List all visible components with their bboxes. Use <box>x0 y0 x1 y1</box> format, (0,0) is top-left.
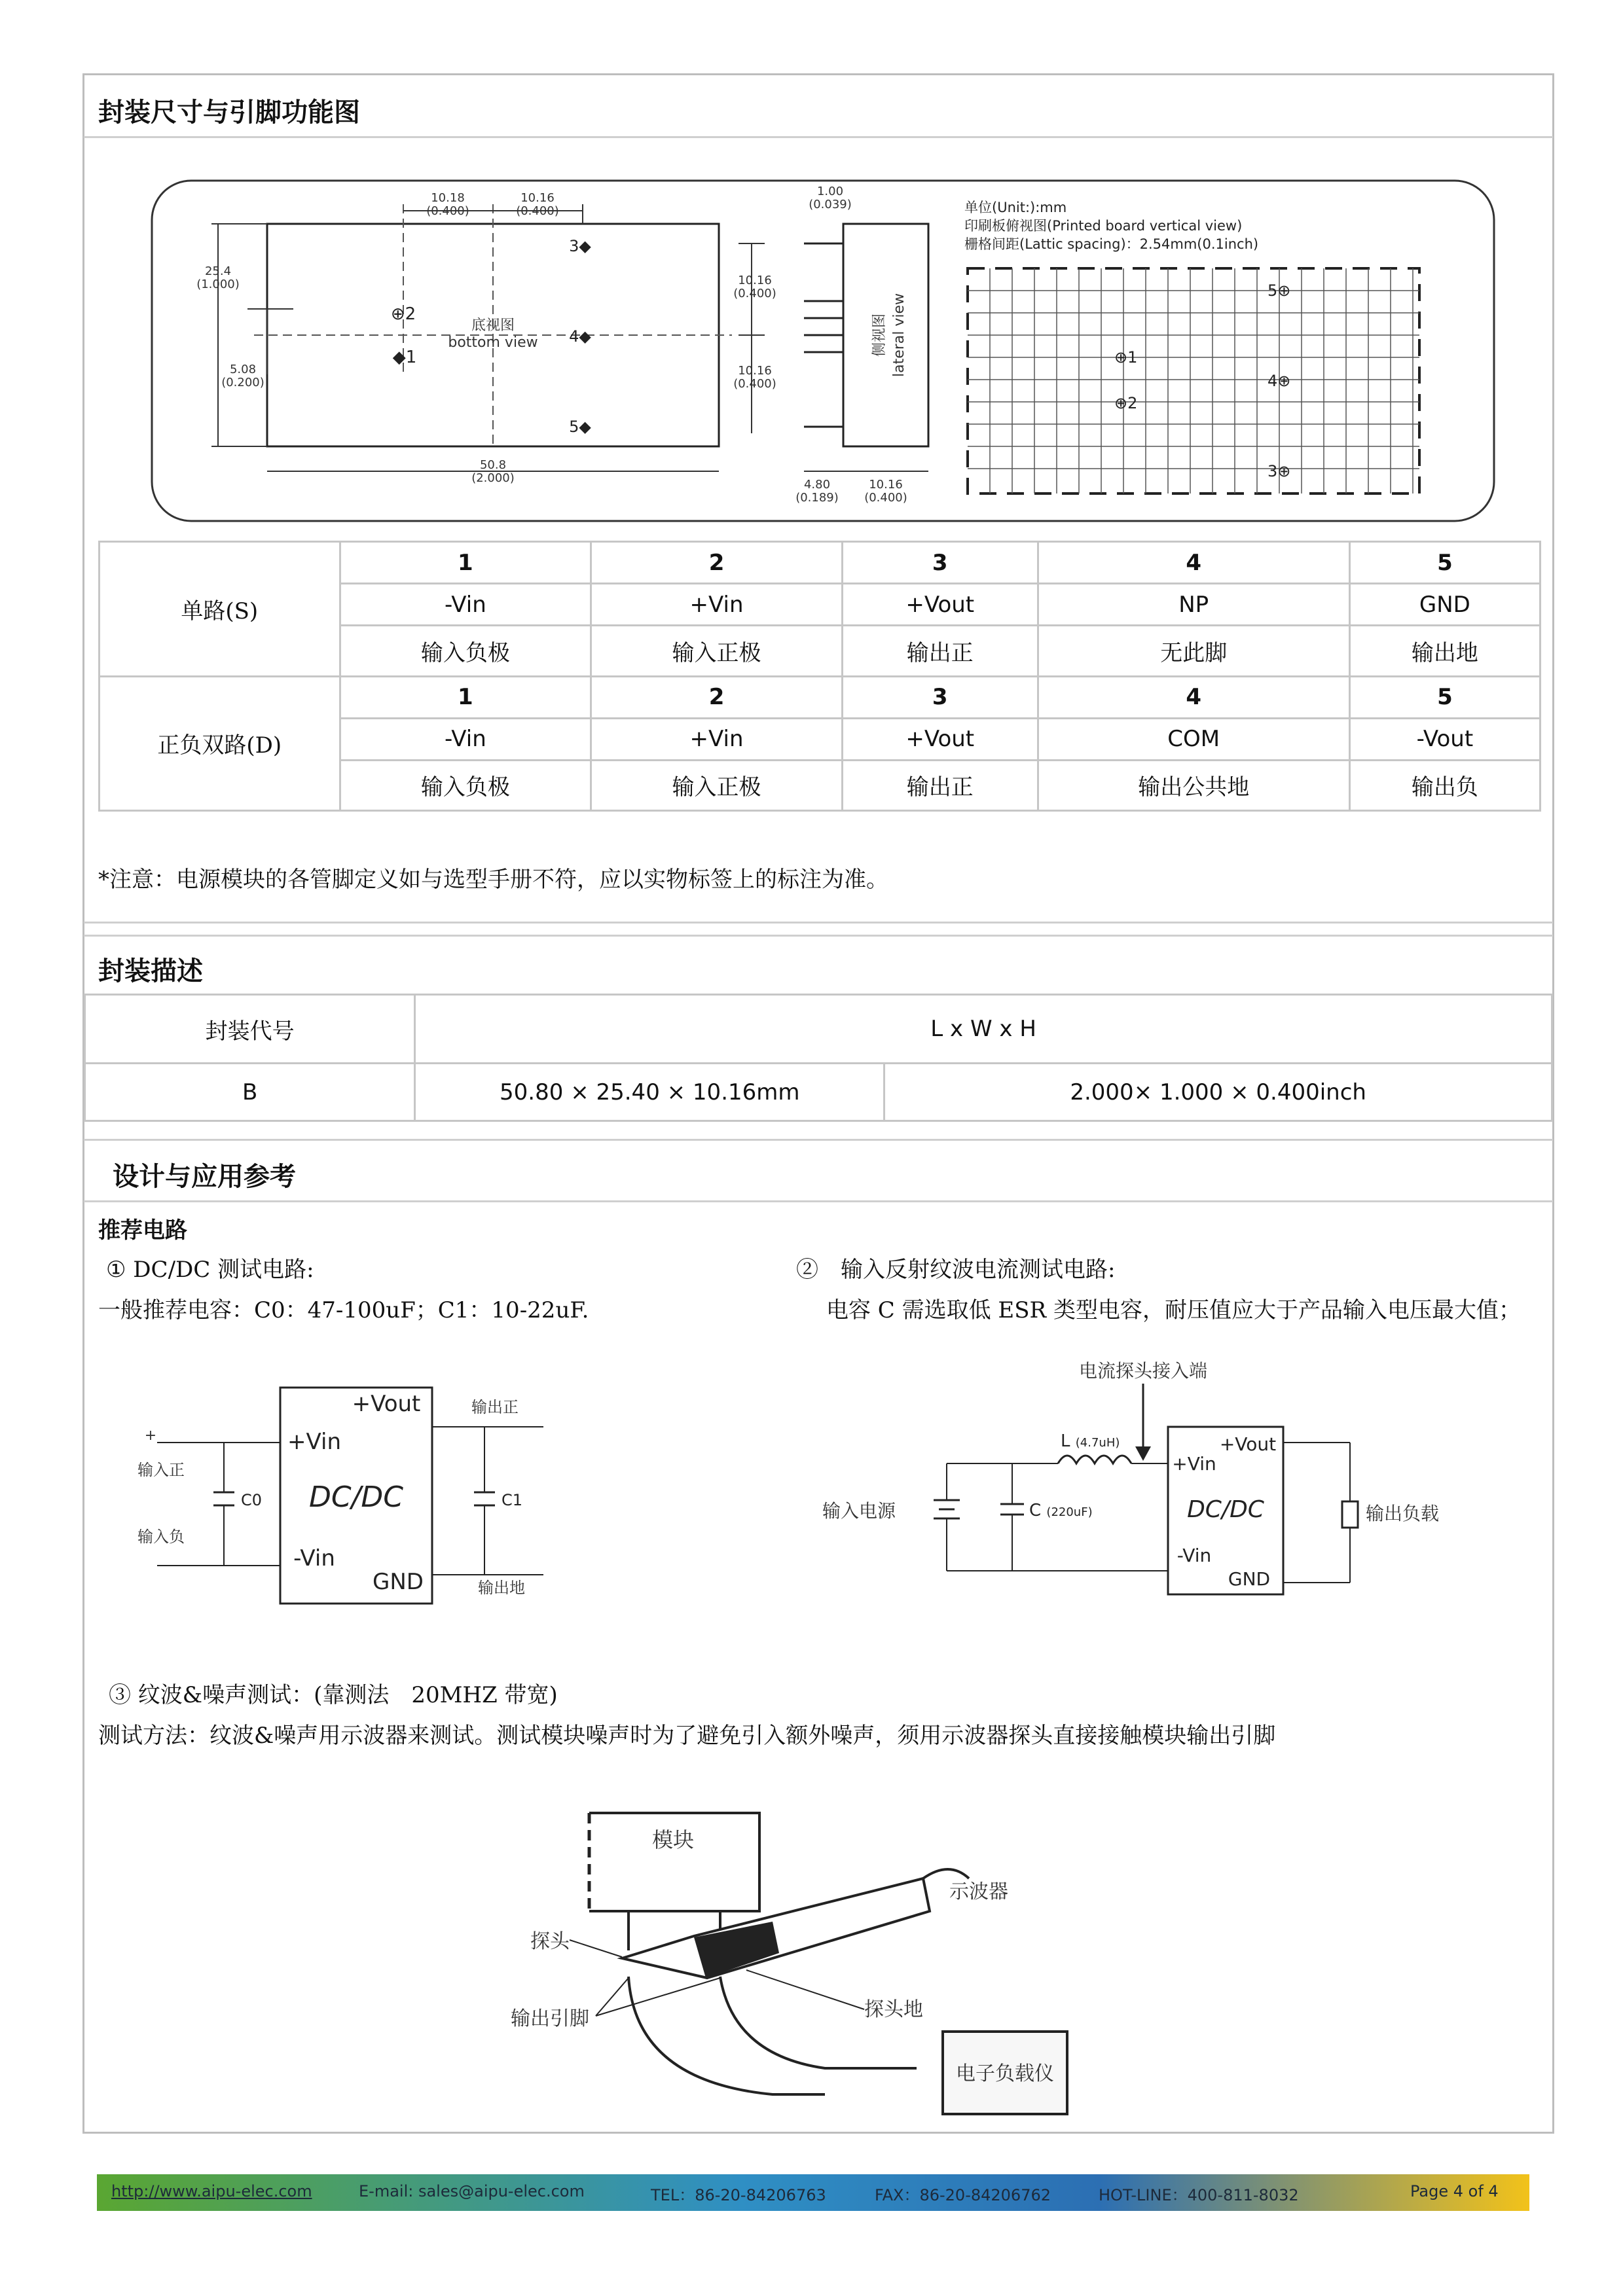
dcdc-label-2: DC/DC <box>1187 1496 1264 1523</box>
lateral-view-label-cn: 侧视图 <box>871 313 888 357</box>
input-positive-label: 输入正 <box>137 1461 185 1479</box>
svg-text:-Vin: -Vin <box>1176 1545 1212 1566</box>
probe-input-label: 电流探头接入端 <box>1078 1360 1208 1382</box>
section-title-design: 设计与应用参考 <box>113 1162 296 1192</box>
footer-email[interactable]: E-mail: sales@aipu-elec.com <box>359 2182 585 2200</box>
svg-text:(0.400): (0.400) <box>426 204 469 218</box>
dim-480: 4.80 <box>803 478 831 492</box>
footer-hotline: HOT-LINE：400-811-8032 <box>1099 2186 1299 2204</box>
circuit3-text: 测试方法：纹波&噪声用示波器来测试。测试模块噪声时为了避免引入额外噪声，须用示波器探头直接接触模块输出引脚 <box>98 1723 1276 1749</box>
svg-text:GND: GND <box>1228 1568 1271 1590</box>
electronic-load-label: 电子负载仪 <box>956 2062 1054 2085</box>
svg-text:+Vout: +Vout <box>1219 1433 1277 1455</box>
output-positive-label: 输出正 <box>471 1398 519 1416</box>
svg-text:(0.039): (0.039) <box>809 198 852 211</box>
section-title-package-pins: 封装尺寸与引脚功能图 <box>98 98 360 128</box>
inductor-label: L (4.7uH) <box>1061 1431 1120 1451</box>
svg-text:(0.400): (0.400) <box>864 491 907 505</box>
pin1-marker: ◆1 <box>392 348 417 367</box>
svg-text:(2.000): (2.000) <box>471 471 515 485</box>
svg-text:+Vin: +Vin <box>1172 1453 1216 1475</box>
pin-function-table: 单路(S) 1 2 3 4 5 -Vin +Vin +Vout NP GND 输入负极 输入正极 输出正 无此脚 输出地 正负双路(D) 1 2 3 4 5 -Vin +Vin +Vout COM -Vout 输入负极 输入正极 输出正 输出公共地 输出负 <box>98 541 1541 812</box>
probe-label: 探头 <box>530 1930 570 1953</box>
footer-page: Page 4 of 4 <box>1410 2182 1499 2200</box>
dcdc-test-circuit <box>131 1381 576 1610</box>
pcb-pin5: 5⊕ <box>1267 281 1291 300</box>
divider <box>84 1139 1553 1141</box>
dim-1016-top: 10.16 <box>520 191 555 205</box>
unit-label: 单位(Unit:):mm <box>964 200 1067 215</box>
c0-label: C0 <box>241 1491 263 1509</box>
dim-100: 1.00 <box>816 185 844 198</box>
pin3-marker: 3◆ <box>569 237 591 255</box>
output-ground-label: 输出地 <box>478 1579 525 1597</box>
pcb-pin3: 3⊕ <box>1267 462 1291 480</box>
divider <box>84 935 1553 937</box>
pin2-marker: ⊕2 <box>390 304 416 324</box>
svg-text:GND: GND <box>373 1569 424 1595</box>
footer-fax: FAX：86-20-84206762 <box>875 2186 1051 2204</box>
package-table: 封装代号 L x W x H B 50.80 × 25.40 × 10.16mm 2.000× 1.000 × 0.400inch <box>84 994 1553 1122</box>
divider <box>84 1200 1553 1202</box>
single-label: 单路(S) <box>100 542 340 677</box>
dual-label: 正负双路(D) <box>100 676 340 811</box>
svg-text:(0.400): (0.400) <box>733 287 776 300</box>
svg-text:(0.200): (0.200) <box>221 376 264 389</box>
dim-1016-right-b: 10.16 <box>738 364 772 378</box>
svg-text:(0.400): (0.400) <box>733 377 776 391</box>
bottom-view-label-cn: 底视图 <box>471 317 515 334</box>
oscilloscope-label: 示波器 <box>949 1880 1008 1903</box>
circuit1-title: ① DC/DC 测试电路: <box>106 1257 314 1283</box>
circuit1-text: 一般推荐电容：C0：47-100uF；C1：10-22uF. <box>98 1297 589 1323</box>
dim-254: 25.4 <box>204 264 232 278</box>
pcb-grid <box>968 268 1419 493</box>
pcb-view-label: 印刷板俯视图(Printed board vertical view) <box>964 218 1243 234</box>
dim-1018: 10.18 <box>431 191 465 205</box>
module-label: 模块 <box>651 1827 695 1852</box>
pin4-marker: 4◆ <box>569 327 591 346</box>
output-load-label: 输出负载 <box>1366 1503 1440 1524</box>
svg-text:(1.000): (1.000) <box>196 278 240 291</box>
pin-note: *注意：电源模块的各管脚定义如与选型手册不符，应以实物标签上的标注为准。 <box>98 867 888 893</box>
footer-url[interactable]: http://www.aipu-elec.com <box>111 2182 312 2200</box>
lattice-label: 栅格间距(Lattic spacing)：2.54mm(0.1inch) <box>964 236 1259 252</box>
divider <box>84 136 1553 138</box>
lateral-view-label-en: lateral view <box>891 293 907 378</box>
dcdc-label: DC/DC <box>308 1480 404 1514</box>
section-title-package-desc: 封装描述 <box>98 956 203 986</box>
output-pin-label: 输出引脚 <box>511 2007 589 2030</box>
svg-text:(0.189): (0.189) <box>795 491 839 505</box>
divider <box>84 922 1553 924</box>
svg-text:+Vout: +Vout <box>352 1391 421 1417</box>
svg-text:+Vin: +Vin <box>287 1429 341 1455</box>
svg-text:+: + <box>144 1427 157 1444</box>
input-negative-label: 输入负 <box>137 1528 185 1546</box>
dim-1016-lateral: 10.16 <box>869 478 903 492</box>
svg-text:-Vin: -Vin <box>293 1545 335 1571</box>
circuit2-text: 电容 C 需选取低 ESR 类型电容，耐压值应大于产品输入电压最大值； <box>826 1297 1521 1323</box>
dimension-drawing <box>149 178 1498 528</box>
circuit2-title: ② 输入反射纹波电流测试电路: <box>796 1257 1116 1283</box>
ripple-noise-test-diagram <box>498 1806 1087 2121</box>
c1-label: C1 <box>501 1491 523 1509</box>
reflected-ripple-circuit <box>822 1355 1440 1604</box>
svg-text:(0.400): (0.400) <box>516 204 559 218</box>
footer-tel: TEL：86-20-84206763 <box>651 2186 826 2204</box>
pcb-pin1: ⊕1 <box>1114 348 1138 367</box>
capacitor-label: C (220uF) <box>1029 1501 1093 1520</box>
probe-ground-label: 探头地 <box>864 1998 923 2021</box>
dim-508w: 50.8 <box>479 458 507 472</box>
bottom-view-label-en: bottom view <box>448 334 538 351</box>
pin5-marker: 5◆ <box>569 418 591 436</box>
input-source-label: 输入电源 <box>822 1500 896 1522</box>
footer-bar <box>97 2174 1529 2211</box>
dim-508: 5.08 <box>229 363 257 376</box>
circuit3-title: ③ 纹波&噪声测试：(靠测法 20MHZ 带宽) <box>109 1682 558 1708</box>
pcb-pin2: ⊕2 <box>1114 394 1138 412</box>
dim-1016-right-a: 10.16 <box>738 274 772 287</box>
pcb-pin4: 4⊕ <box>1267 372 1291 390</box>
recommended-circuit-heading: 推荐电路 <box>98 1217 187 1244</box>
